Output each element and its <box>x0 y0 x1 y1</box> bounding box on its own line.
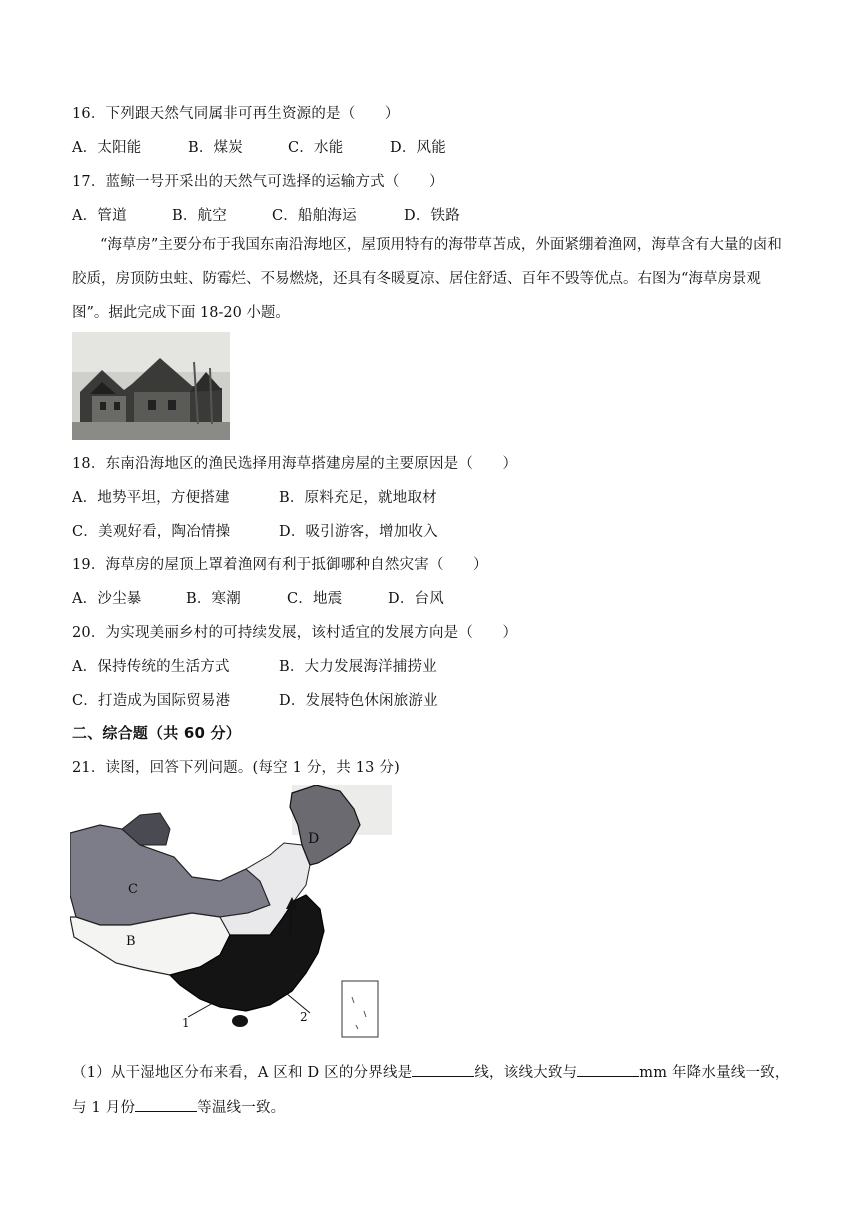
q21-sub1-text-4: 与 1 月份 <box>72 1100 136 1116</box>
q21-stem: 21．读图，回答下列问题。(每空 1 分，共 13 分) <box>72 760 400 776</box>
answer-blank-3[interactable] <box>135 1099 197 1112</box>
q19-stem: 19．海草房的屋顶上罩着渔网有利于抵御哪种自然灾害（ ） <box>72 557 488 573</box>
passage-text: “海草房”主要分布于我国东南沿海地区，屋顶用特有的海带草苫成，外面紧绷着渔网，海草含有大量的卤和胶质，房顶防虫蛀、防霉烂、不易燃烧，还具有冬暖夏凉、居住舒适、百年不毁等优点。右图为“海草房景观图”。据此完成下面 18-20 小题。 <box>72 237 782 321</box>
map-label-c: C <box>128 882 138 897</box>
q20-option-b: B．大力发展海洋捕捞业 <box>279 659 437 675</box>
q21-sub1-text-5: 等温线一致。 <box>197 1100 286 1116</box>
q19-option-d: D．台风 <box>388 591 444 607</box>
q17-stem: 17．蓝鲸一号开采出的天然气可选择的运输方式（ ） <box>72 174 444 190</box>
q16-stem: 16．下列跟天然气同属非可再生资源的是（ ） <box>72 106 400 122</box>
china-dry-wet-map <box>70 785 395 1047</box>
map-label-b: B <box>126 934 136 949</box>
q18-options-row1 <box>72 486 437 507</box>
q16-options <box>72 136 446 157</box>
q17-option-a: A．管道 <box>72 208 127 224</box>
q17-option-c: C．船舶海运 <box>272 208 357 224</box>
map-label-1: 1 <box>182 1016 190 1030</box>
q18-option-b: B．原料充足，就地取材 <box>279 490 437 506</box>
q20-stem: 20．为实现美丽乡村的可持续发展，该村适宜的发展方向是（ ） <box>72 625 518 641</box>
q18-options-row2 <box>72 520 438 541</box>
q19-option-a: A．沙尘暴 <box>72 591 142 607</box>
q19-option-c: C．地震 <box>287 591 343 607</box>
q20-option-d: D．发展特色休闲旅游业 <box>279 693 438 709</box>
q16-option-d: D．风能 <box>390 140 446 156</box>
q18-option-c: C．美观好看，陶冶情操 <box>72 524 231 540</box>
q21-sub1-line2 <box>72 1096 285 1117</box>
q17-option-b: B．航空 <box>172 208 227 224</box>
q21-sub1-text-3: mm 年降水量线一致， <box>639 1065 790 1081</box>
q16-option-b: B．煤炭 <box>188 140 243 156</box>
answer-blank-2[interactable] <box>577 1064 639 1077</box>
q18-option-a: A．地势平坦，方便搭建 <box>72 490 230 506</box>
q21-sub1-text-1: （1）从干湿地区分布来看，A 区和 D 区的分界线是 <box>72 1065 413 1081</box>
q20-option-a: A．保持传统的生活方式 <box>72 659 230 675</box>
map-label-d: D <box>308 831 320 847</box>
q20-options-row2 <box>72 689 438 710</box>
seaweed-house-photo <box>72 332 230 440</box>
q16-option-a: A．太阳能 <box>72 140 142 156</box>
section-2-heading: 二、综合题（共 60 分） <box>72 724 241 742</box>
q19-option-b: B．寒潮 <box>186 591 241 607</box>
q17-options <box>72 204 460 225</box>
q19-options <box>72 587 444 608</box>
q18-option-d: D．吸引游客，增加收入 <box>279 524 438 540</box>
q20-options-row1 <box>72 655 437 676</box>
q16-option-c: C．水能 <box>288 140 344 156</box>
q21-sub1-text-2: 线，该线大致与 <box>474 1065 578 1081</box>
answer-blank-1[interactable] <box>412 1064 474 1077</box>
q21-sub1-line1 <box>72 1061 790 1082</box>
map-label-2: 2 <box>300 1010 308 1024</box>
q17-option-d: D．铁路 <box>404 208 460 224</box>
q20-option-c: C．打造成为国际贸易港 <box>72 693 231 709</box>
q18-stem: 18．东南沿海地区的渔民选择用海草搭建房屋的主要原因是（ ） <box>72 456 518 472</box>
